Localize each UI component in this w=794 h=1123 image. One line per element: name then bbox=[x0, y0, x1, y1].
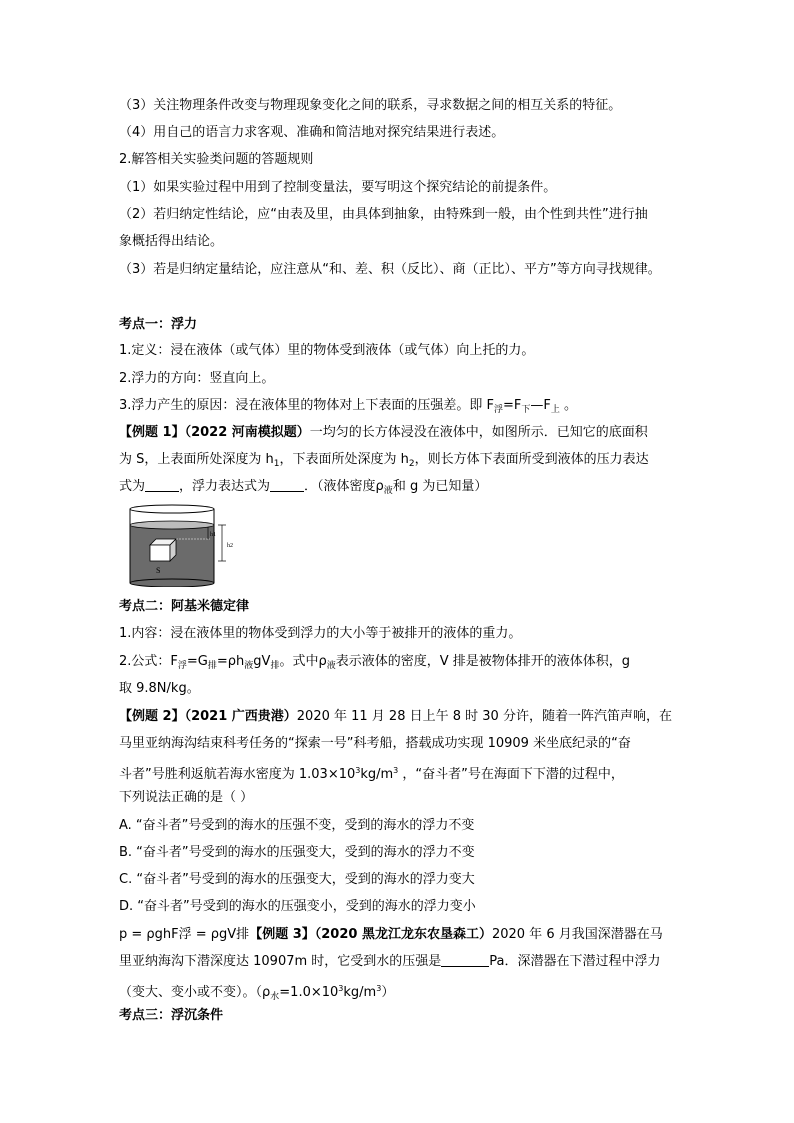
answer-blank[interactable] bbox=[145, 479, 179, 492]
option-c[interactable]: C. “奋斗者”号受到的海水的压强变大，受到的海水的浮力变大 bbox=[119, 872, 475, 887]
kaodian-3-title: 考点三：浮沉条件 bbox=[119, 1008, 224, 1023]
example-2-line: 【例题 2】（2021 广西贵港）2020 年 11 月 28 日上午 8 时 30 分许，随着一阵汽笛声响，在 bbox=[119, 709, 672, 724]
example-3-line: p = ρghF浮 = ρgV排【例题 3】（2020 黑龙江龙东农垦森工）2020 年 6 月我国深潜器在马 bbox=[119, 927, 663, 942]
example-3-line: 里亚纳海沟下潜深度达 10907m 时，它受到水的压强是 Pa．深潜器在下潜过程中浮力 bbox=[119, 954, 661, 969]
text-line: （2）若归纳定性结论，应“由表及里，由具体到抽象，由特殊到一般，由个性到共性”进行抽 bbox=[119, 207, 648, 222]
text-line: 3.浮力产生的原因：浸在液体里的物体对上下表面的压强差。即 $F_浮=F_下—F_上$ 。 bbox=[119, 398, 578, 415]
text-line: 1.定义：浸在液体（或气体）里的物体受到液体（或气体）向上托的力。 bbox=[119, 343, 535, 358]
text-line: （3）若是归纳定量结论，应注意从“和、差、积（反比）、商（正比）、平方”等方向寻找规律。 bbox=[119, 262, 661, 277]
example-3-line: （变大、变小或不变）。$(\rho_水=1.0\times 10^3kg/m^3)$ bbox=[119, 984, 395, 1002]
text-line: 2.浮力的方向：竖直向上。 bbox=[119, 371, 275, 386]
beaker-rim bbox=[130, 505, 214, 513]
liquid-surface bbox=[130, 521, 214, 529]
label-h1: h1 bbox=[210, 532, 216, 538]
option-d[interactable]: D. “奋斗者”号受到的海水的压强变小，受到的海水的浮力变小 bbox=[119, 899, 476, 914]
label-s: S bbox=[156, 566, 161, 575]
answer-blank[interactable] bbox=[270, 479, 304, 492]
example-1-line: 【例题 1】（2022 河南模拟题）一均匀的长方体浸没在液体中，如图所示．已知它的底面积 bbox=[119, 425, 648, 440]
text-line: 象概括得出结论。 bbox=[119, 234, 224, 249]
example-1-tag: 【例题 1】（2022 河南模拟题） bbox=[119, 425, 310, 440]
kaodian-1-title: 考点一：浮力 bbox=[119, 317, 198, 332]
option-a[interactable]: A. “奋斗者”号受到的海水的压强不变，受到的海水的浮力不变 bbox=[119, 818, 475, 833]
text-line: 取 9.8N/kg。 bbox=[119, 681, 200, 696]
example-1-line: 式为 ，浮力表达式为 ．（液体密度$\rho_液$和 g 为已知量） bbox=[119, 479, 488, 496]
example-1-line: 为 S，上表面所处深度为 $h_1$，下表面所处深度为 $h_2$，则长方体下表面所受到液体的压力表达 bbox=[119, 452, 649, 469]
section-heading: 2.解答相关实验类问题的答题规则 bbox=[119, 152, 314, 167]
label-h2: h2 bbox=[227, 543, 233, 549]
beaker-bottom bbox=[130, 579, 214, 587]
example-2-line: 马里亚纳海沟结束科考任务的“探索一号”科考船，搭载成功实现 10909 米坐底纪录的“奋 bbox=[119, 736, 631, 751]
text-line: 1.内容：浸在液体里的物体受到浮力的大小等于被排开的液体的重力。 bbox=[119, 626, 522, 641]
text-line: （1）如果实验过程中用到了控制变量法，要写明这个探究结论的前提条件。 bbox=[119, 180, 557, 195]
text-line: （4）用自己的语言力求客观、准确和简洁地对探究结果进行表述。 bbox=[119, 125, 505, 140]
example-3-tag: 【例题 3】（2020 黑龙江龙东农垦森工） bbox=[249, 927, 492, 942]
block-front bbox=[150, 545, 170, 561]
example-2-tag: 【例题 2】（2021 广西贵港） bbox=[119, 709, 297, 724]
option-b[interactable]: B. “奋斗者”号受到的海水的压强变大，受到的海水的浮力不变 bbox=[119, 845, 475, 860]
example-2-line: 斗者”号胜利返航若海水密度为 $1.03\times 10^3kg/m^3$ ，“奋斗者”号在海面下下潜的过程中， bbox=[119, 766, 624, 782]
beaker-figure bbox=[128, 503, 242, 587]
text-line: （3）关注物理条件改变与物理现象变化之间的联系，寻求数据之间的相互关系的特征。 bbox=[119, 98, 622, 113]
example-2-line: 下列说法正确的是（ ） bbox=[119, 790, 254, 805]
text-line: 2.公式：$F_浮=G_排=\rho h_液gV_排$。式中$\rho_液$表示液体的密度，V 排是被物体排开的液体体积，g bbox=[119, 654, 631, 671]
kaodian-2-title: 考点二：阿基米德定律 bbox=[119, 599, 250, 614]
answer-blank[interactable] bbox=[441, 954, 489, 967]
